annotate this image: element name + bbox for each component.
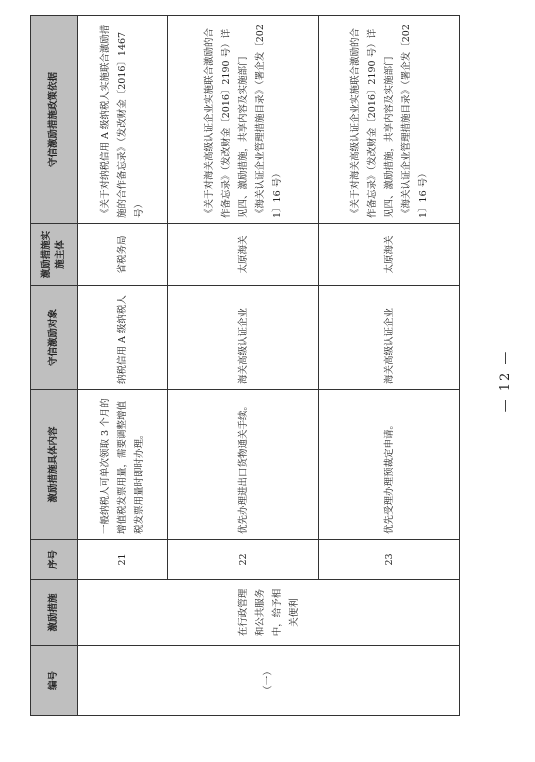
basis-reference: 《关于对海关高级认证企业实施联合激励的合作备忘录》（发改财金〔2016〕2190 号）详见四、激励措施，共享内容及实施部门 <box>203 27 249 218</box>
row-target-cell: 海关高级认证企业 <box>319 286 460 390</box>
basis-reference: 《海关认证企业管理措施目录》（署企发〔2021〕16 号） <box>400 24 429 218</box>
header-measure: 激励措施 <box>31 580 78 646</box>
row-seq-cell: 22 <box>168 540 319 580</box>
row-subject-cell: 太原海关 <box>319 224 460 286</box>
header-subject: 激励措施实施主体 <box>31 224 78 286</box>
header-basis: 守信激励措施政策依据 <box>31 16 78 224</box>
row-basis-cell <box>319 16 460 224</box>
basis-reference: 《关于对海关高级认证企业实施联合激励的合作备忘录》（发改财金〔2016〕2190 号）详见四、激励措施，共享内容及实施部门 <box>349 27 395 218</box>
row-content-cell: 一般纳税人可单次领取 3 个月的增值税发票用量，需要调整增值税发票用量时即时办理。 <box>78 390 168 540</box>
header-seq: 序号 <box>31 540 78 580</box>
group-measure-cell: 在行政管理和公共服务中，给予相关便利 <box>78 580 460 646</box>
basis-reference: 《海关认证企业管理措施目录》（署企发〔2021〕16 号） <box>254 24 283 218</box>
row-target-cell: 纳税信用 A 级纳税人 <box>78 286 168 390</box>
row-subject-cell: 省税务局 <box>78 224 168 286</box>
group-number-cell: （一） <box>78 646 460 716</box>
incentive-measures-table <box>30 15 460 716</box>
row-content-cell: 优先受理办理预裁定申请。 <box>319 390 460 540</box>
header-content: 激励措施具体内容 <box>31 390 78 540</box>
table-header-row <box>31 16 78 716</box>
basis-reference: 《关于对纳税信用 A 级纳税人实施联合激励措施的合作备忘录》（发改财金〔2016〕1467 号） <box>100 24 146 218</box>
header-number: 编号 <box>31 646 78 716</box>
row-target-cell: 海关高级认证企业 <box>168 286 319 390</box>
row-content-cell: 优先办理进出口货物通关手续。 <box>168 390 319 540</box>
row-basis-cell <box>78 16 168 224</box>
header-target: 守信激励对象 <box>31 286 78 390</box>
row-subject-cell: 太原海关 <box>168 224 319 286</box>
page-number: — 12 — <box>498 349 513 413</box>
row-basis-cell <box>168 16 319 224</box>
row-seq-cell: 21 <box>78 540 168 580</box>
table-row <box>78 16 168 716</box>
row-seq-cell: 23 <box>319 540 460 580</box>
